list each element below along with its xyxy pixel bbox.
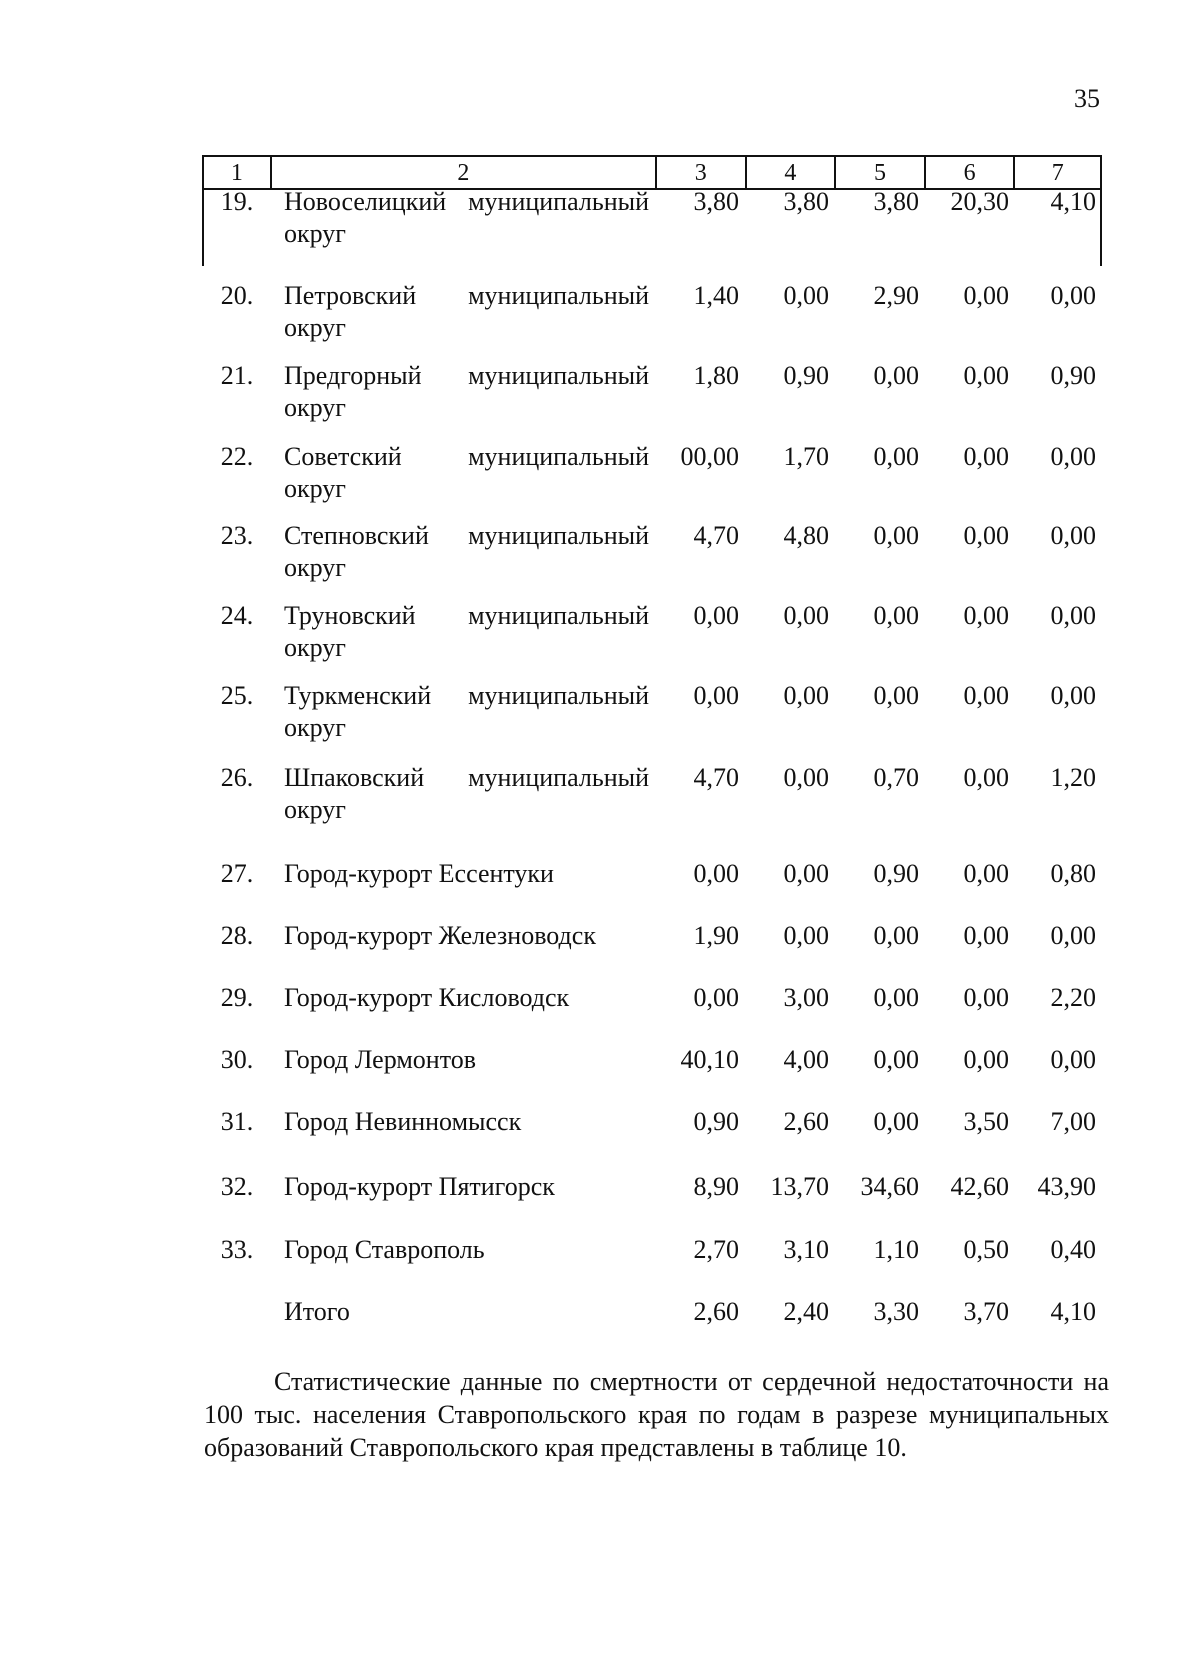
municipality-name (270, 1296, 657, 1328)
table-row (202, 600, 1102, 664)
value-cell: 0,00 (873, 1045, 919, 1074)
value-cell: 0,00 (1050, 921, 1096, 950)
municipality-name-line1: Город Лермонтов (284, 1045, 476, 1074)
value-cell: 34,60 (860, 1172, 919, 1201)
value-cell: 0,00 (873, 1107, 919, 1136)
municipality-name (270, 600, 657, 664)
table-row (202, 1234, 1102, 1266)
municipality-name (270, 360, 657, 424)
municipality-name-line1: Итого (284, 1297, 350, 1326)
value-cell: 0,00 (1050, 601, 1096, 630)
municipality-name-line2: округ (284, 553, 346, 582)
municipality-name-line1: Труновский муниципальный (284, 601, 649, 630)
value-cell: 4,10 (1050, 187, 1096, 216)
value-cell: 3,50 (963, 1107, 1009, 1136)
value-cell: 0,00 (873, 921, 919, 950)
table-row (202, 982, 1102, 1014)
municipality-name-line2: округ (284, 219, 346, 248)
value-cell: 42,60 (950, 1172, 1009, 1201)
value-cell: 0,00 (1050, 281, 1096, 310)
value-cell: 0,90 (873, 859, 919, 888)
header-cell: 3 (657, 157, 747, 188)
value-cell: 0,00 (783, 921, 829, 950)
municipality-name-line1: Туркменский муниципальный (284, 681, 649, 710)
municipality-name-line1: Советский муниципальный (284, 442, 649, 471)
value-cell: 0,40 (1050, 1235, 1096, 1264)
header-cell: 6 (926, 157, 1016, 188)
header-cell: 2 (272, 157, 657, 188)
value-cell: 7,00 (1050, 1107, 1096, 1136)
value-cell: 0,00 (873, 681, 919, 710)
table-row (202, 520, 1102, 584)
table-row (202, 1296, 1102, 1328)
municipality-name-line1: Шпаковский муниципальный (284, 763, 649, 792)
value-cell: 2,40 (783, 1297, 829, 1326)
value-cell: 0,00 (963, 983, 1009, 1012)
value-cell: 00,00 (680, 442, 739, 471)
value-cell: 2,20 (1050, 983, 1096, 1012)
value-cell: 2,60 (693, 1297, 739, 1326)
municipality-name (270, 1106, 657, 1138)
table-row (202, 858, 1102, 890)
value-cell: 0,00 (873, 442, 919, 471)
value-cell: 0,90 (783, 361, 829, 390)
row-number: 30. (220, 1045, 254, 1074)
value-cell: 0,70 (873, 763, 919, 792)
value-cell: 0,00 (1050, 1045, 1096, 1074)
municipality-name-line1: Степновский муниципальный (284, 521, 649, 550)
value-cell: 3,80 (693, 187, 739, 216)
value-cell: 4,10 (1050, 1297, 1096, 1326)
row-number: 23. (220, 521, 254, 550)
municipality-name-line2: округ (284, 474, 346, 503)
value-cell: 3,10 (783, 1235, 829, 1264)
table-header (202, 155, 1102, 190)
value-cell: 20,30 (950, 187, 1009, 216)
value-cell: 4,70 (693, 521, 739, 550)
table-row (202, 920, 1102, 952)
table-row (202, 441, 1102, 505)
value-cell: 0,00 (873, 983, 919, 1012)
value-cell: 4,70 (693, 763, 739, 792)
value-cell: 0,00 (963, 763, 1009, 792)
municipality-name (270, 1171, 657, 1203)
value-cell: 0,50 (963, 1235, 1009, 1264)
value-cell: 43,90 (1037, 1172, 1096, 1201)
table-row (202, 280, 1102, 344)
value-cell: 0,00 (963, 859, 1009, 888)
value-cell: 0,00 (1050, 681, 1096, 710)
municipality-name-line1: Город Невинномысск (284, 1107, 522, 1136)
municipality-name (270, 680, 657, 744)
municipality-name (270, 1234, 657, 1266)
value-cell: 0,90 (1050, 361, 1096, 390)
value-cell: 0,00 (783, 763, 829, 792)
municipality-name-line1: Предгорный муниципальный (284, 361, 649, 390)
value-cell: 0,00 (963, 442, 1009, 471)
value-cell: 0,00 (963, 601, 1009, 630)
value-cell: 1,80 (693, 361, 739, 390)
header-cell: 4 (747, 157, 837, 188)
value-cell: 3,00 (783, 983, 829, 1012)
value-cell: 0,00 (873, 601, 919, 630)
row-number: 32. (220, 1172, 254, 1201)
row-number: 25. (220, 681, 254, 710)
value-cell: 0,00 (783, 859, 829, 888)
value-cell: 0,00 (783, 281, 829, 310)
municipality-name-line1: Новоселицкий муниципальный (284, 187, 649, 216)
table-row (202, 1106, 1102, 1138)
value-cell: 2,70 (693, 1235, 739, 1264)
row-number: 19. (220, 187, 254, 216)
table-row (202, 1171, 1102, 1203)
value-cell: 0,00 (1050, 442, 1096, 471)
municipality-name (270, 520, 657, 584)
row-number: 20. (220, 281, 254, 310)
value-cell: 2,60 (783, 1107, 829, 1136)
municipality-name (270, 280, 657, 344)
value-cell: 1,10 (873, 1235, 919, 1264)
value-cell: 0,00 (783, 601, 829, 630)
table-row (202, 360, 1102, 424)
municipality-name-line1: Город-курорт Пятигорск (284, 1172, 555, 1201)
value-cell: 0,00 (693, 601, 739, 630)
value-cell: 13,70 (770, 1172, 829, 1201)
row-number: 31. (220, 1107, 254, 1136)
table-row (202, 186, 1102, 250)
table-row (202, 680, 1102, 744)
value-cell: 0,00 (963, 361, 1009, 390)
value-cell: 0,00 (963, 281, 1009, 310)
value-cell: 0,00 (783, 681, 829, 710)
municipality-name-line1: Город-курорт Кисловодск (284, 983, 570, 1012)
municipality-name (270, 920, 657, 952)
municipality-name (270, 441, 657, 505)
value-cell: 40,10 (680, 1045, 739, 1074)
value-cell: 0,90 (693, 1107, 739, 1136)
value-cell: 0,00 (873, 361, 919, 390)
municipality-name (270, 858, 657, 890)
municipality-name (270, 186, 657, 250)
header-cell: 5 (836, 157, 926, 188)
value-cell: 3,70 (963, 1297, 1009, 1326)
municipality-name-line1: Город-курорт Ессентуки (284, 859, 554, 888)
row-number: 22. (220, 442, 254, 471)
row-number: 26. (220, 763, 254, 792)
row-number: 24. (220, 601, 254, 630)
body-paragraph: Статистические данные по смертности от сердечной недостаточности на 100 тыс. населения Ставропольского края по годам в разрезе муниципальных образований Ставропольского края представлены в таблице 10. (204, 1367, 1109, 1462)
municipality-name (270, 762, 657, 826)
value-cell: 0,80 (1050, 859, 1096, 888)
value-cell: 0,00 (693, 859, 739, 888)
municipality-name-line1: Город-курорт Железноводск (284, 921, 596, 950)
value-cell: 0,00 (963, 521, 1009, 550)
municipality-name-line2: округ (284, 313, 346, 342)
value-cell: 2,90 (873, 281, 919, 310)
municipality-name-line2: округ (284, 795, 346, 824)
value-cell: 3,30 (873, 1297, 919, 1326)
municipality-name-line1: Город Ставрополь (284, 1235, 485, 1264)
row-number: 33. (220, 1235, 254, 1264)
municipality-name-line2: округ (284, 713, 346, 742)
row-number (202, 1296, 270, 1328)
table-row (202, 762, 1102, 826)
municipality-name-line1: Петровский муниципальный (284, 281, 649, 310)
value-cell: 3,80 (873, 187, 919, 216)
row-number: 28. (220, 921, 254, 950)
value-cell: 8,90 (693, 1172, 739, 1201)
page-number: 35 (1074, 84, 1100, 113)
municipality-name-line2: округ (284, 633, 346, 662)
table-row (202, 1044, 1102, 1076)
value-cell: 3,80 (783, 187, 829, 216)
value-cell: 1,70 (783, 442, 829, 471)
header-cell: 1 (204, 157, 272, 188)
value-cell: 0,00 (963, 1045, 1009, 1074)
value-cell: 0,00 (963, 681, 1009, 710)
row-number: 27. (220, 859, 254, 888)
row-number: 29. (220, 983, 254, 1012)
value-cell: 0,00 (693, 681, 739, 710)
row-number: 21. (220, 361, 254, 390)
value-cell: 4,80 (783, 521, 829, 550)
value-cell: 1,40 (693, 281, 739, 310)
municipality-name-line2: округ (284, 393, 346, 422)
value-cell: 4,00 (783, 1045, 829, 1074)
value-cell: 1,90 (693, 921, 739, 950)
value-cell: 1,20 (1050, 763, 1096, 792)
value-cell: 0,00 (693, 983, 739, 1012)
value-cell: 0,00 (963, 921, 1009, 950)
value-cell: 0,00 (873, 521, 919, 550)
header-cell: 7 (1051, 160, 1064, 186)
municipality-name (270, 982, 657, 1014)
municipality-name (270, 1044, 657, 1076)
value-cell: 0,00 (1050, 521, 1096, 550)
